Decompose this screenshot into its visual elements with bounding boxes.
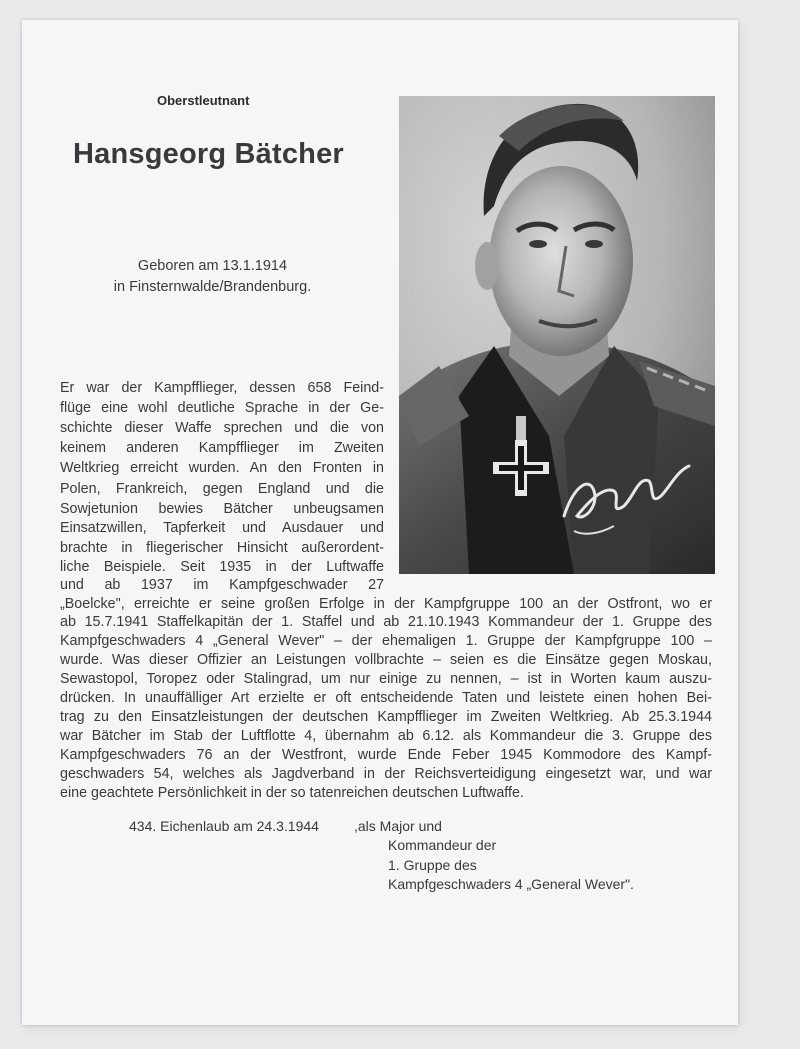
- bio-line: Kampfgeschwaders 76 an der Westfront, wurde Ende Feber 1945 Kommodore des Kampf-: [60, 747, 712, 763]
- bio-line: und ab 1937 im Kampfgeschwader 27: [60, 577, 384, 593]
- birth-date: Geboren am 13.1.1914: [137, 258, 288, 274]
- bio-line: war Bätcher im Stab der Luftflotte 4, übernahm ab 6.12. als Kommandeur die 3. Gruppe des: [60, 728, 712, 744]
- bio-line: Polen, Frankreich, gegen England und die: [60, 481, 384, 497]
- bio-line: eine geachtete Persönlichkeit in der so tatenreichen deutschen Luftwaffe.: [60, 785, 524, 801]
- bio-line: geschwaders 54, welches als Jagdverband in der Reichsverteidigung eingesetzt war, und war: [60, 766, 712, 782]
- rank-label: Oberstleutnant: [157, 93, 250, 108]
- bio-line: Einsatzwillen, Tapferkeit und Ausdauer und: [60, 520, 384, 536]
- portrait-photo: [399, 96, 715, 574]
- award-detail-line: 1. Gruppe des: [388, 857, 477, 873]
- bio-line: brachte in fliegerischer Hinsicht außerordent-: [60, 540, 384, 556]
- bio-line: wurde. Was dieser Offizier an Leistungen vollbrachte – seien es die Einsätze gegen Moskau,: [60, 652, 712, 668]
- bio-line: schichte dieser Waffe sprechen und die von: [60, 420, 384, 436]
- bio-line: trag zu den Einsatzleistungen der deutschen Kampfflieger im Zweiten Weltkrieg. Ab 25.3.1944: [60, 709, 712, 725]
- birth-place: in Finsternwalde/Brandenburg.: [113, 279, 312, 295]
- award-detail-line: Kampfgeschwaders 4 „General Wever".: [388, 876, 634, 892]
- award-detail-line: ,als Major und: [354, 818, 442, 834]
- page-title: Hansgeorg Bätcher: [73, 138, 344, 170]
- bio-line: Er war der Kampfflieger, dessen 658 Feind-: [60, 380, 384, 396]
- bio-line: „Boelcke", erreichte er seine großen Erfolge in der Kampfgruppe 100 an der Ostfront, wo er: [60, 596, 712, 612]
- bio-line: ab 15.7.1941 Staffelkapitän der 1. Staffel und ab 21.10.1943 Kommandeur der 1. Gruppe des: [60, 614, 712, 630]
- bio-line: Weltkrieg erreicht wurden. An den Fronten in: [60, 460, 384, 476]
- bio-line: Sewastopol, Toropez oder Stalingrad, um nur einige zu nennen, – ist in Worten kaum auszu-: [60, 671, 712, 687]
- bio-line: Kampfgeschwaders 4 „General Wever" – der ehemaligen 1. Gruppe der Kampfgruppe 100 –: [60, 633, 712, 649]
- bio-line: liche Beispiele. Seit 1935 in der Luftwaffe: [60, 559, 384, 575]
- bio-line: drücken. In unauffälliger Art erzielte er oft entscheidende Taten und leistete einen hohen Bei-: [60, 690, 712, 706]
- bio-line: Sowjetunion bewies Bätcher unbeugsamen: [60, 501, 384, 517]
- award-date: 434. Eichenlaub am 24.3.1944: [129, 818, 319, 834]
- award-detail-line: Kommandeur der: [388, 837, 497, 853]
- bio-line: flüge eine wohl deutliche Sprache in der Ge-: [60, 400, 384, 416]
- bio-line: keinem anderen Kampfflieger im Zweiten: [60, 440, 384, 456]
